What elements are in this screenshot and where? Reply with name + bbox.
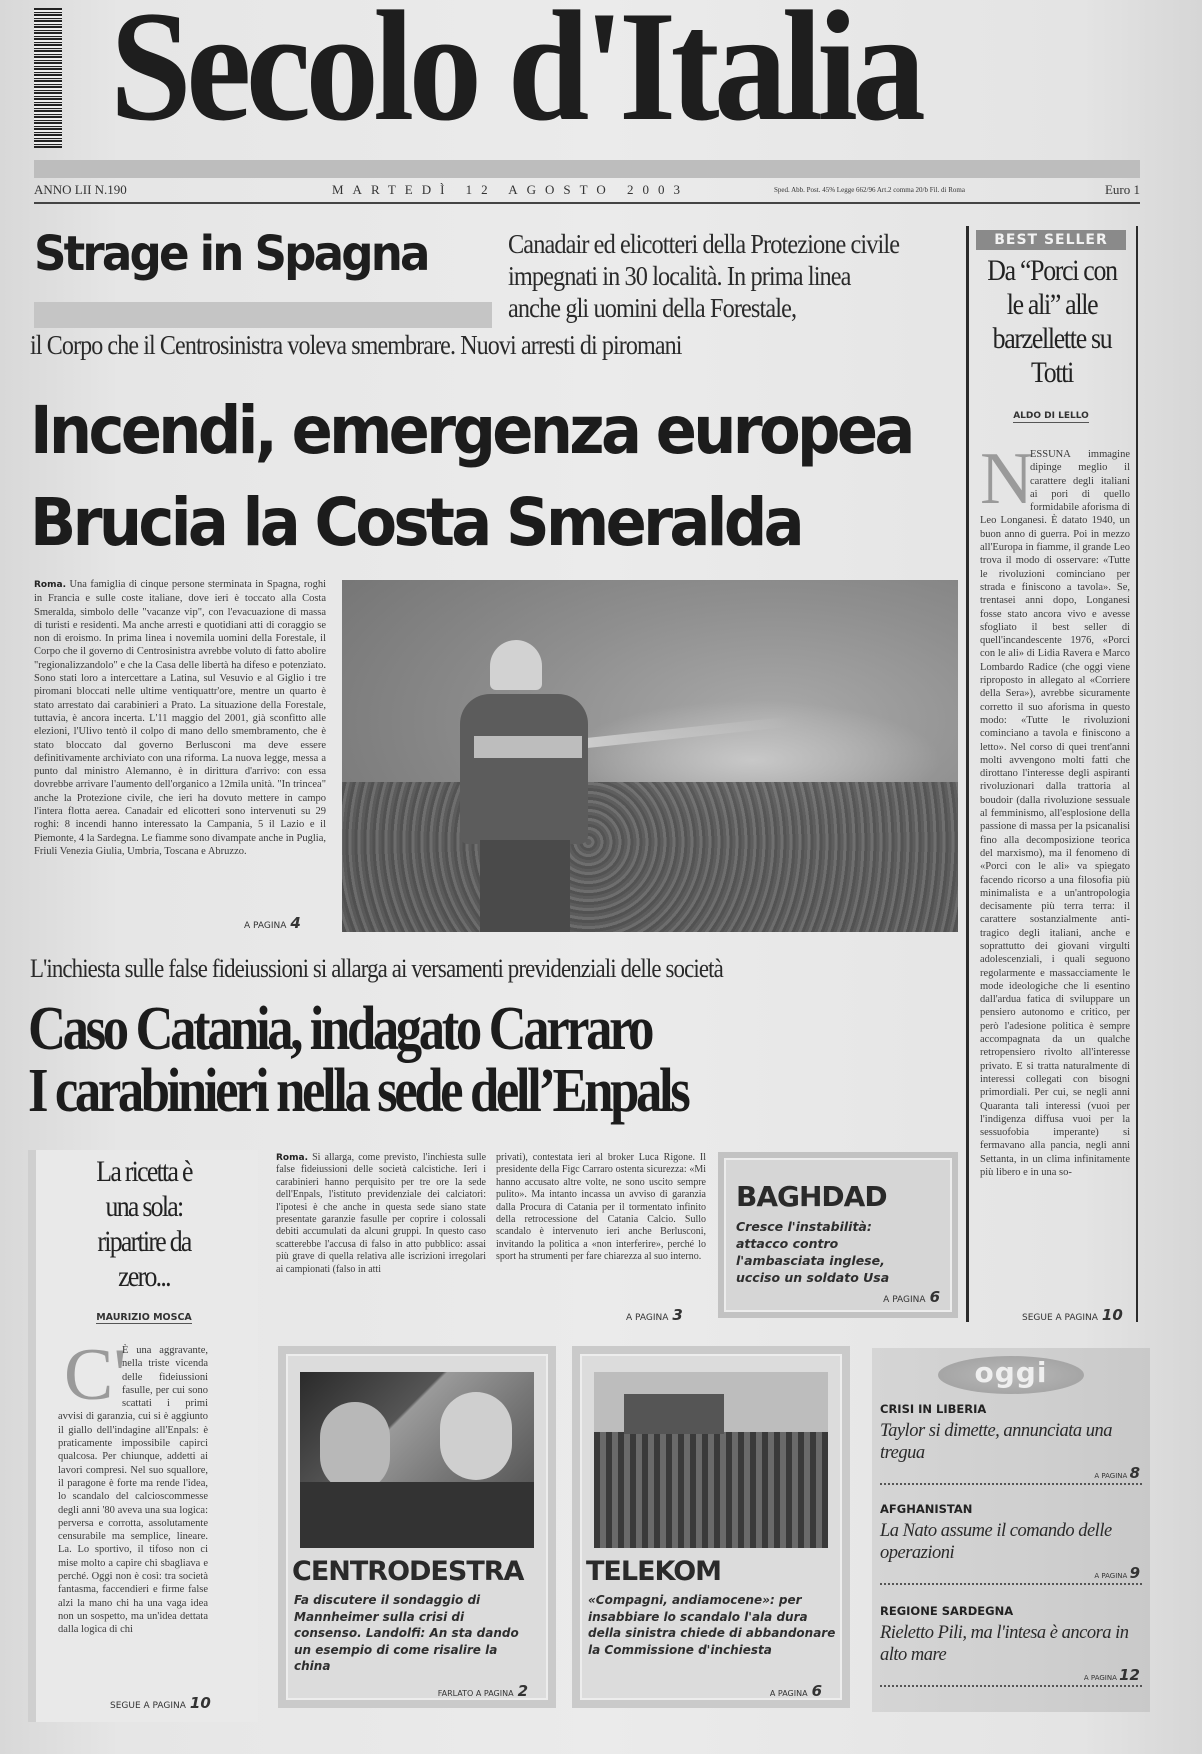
baghdad-head: BAGHDAD bbox=[736, 1180, 887, 1213]
telekom-head: TELEKOM bbox=[586, 1556, 722, 1587]
second-kicker: L'inchiesta sulle false fideiussioni si allarga ai versamenti previdenziali delle società bbox=[30, 954, 723, 983]
second-subheadline: I carabinieri nella sede dell’Enpals bbox=[28, 1057, 688, 1125]
firefighter-figure bbox=[460, 640, 588, 932]
dateline: Roma. bbox=[34, 580, 66, 590]
opinion-jump-link[interactable]: SEGUE A PAGINA 10 bbox=[110, 1694, 211, 1712]
masthead-rule bbox=[34, 202, 1140, 204]
firefighter-photo bbox=[342, 580, 958, 932]
centrodestra-sub: Fa discutere il sondaggio di Mannheimer sulla crisi di consenso. Landolfi: An sta dando un esempio di come risalire la china bbox=[294, 1593, 519, 1673]
postal-note: Sped. Abb. Post. 45% Legge 662/96 Art.2 comma 20/b Fil. di Roma bbox=[774, 186, 965, 194]
centrodestra-jump-link[interactable]: FARLATO A PAGINA 2 bbox=[437, 1682, 528, 1700]
sidebar-dropcap: N bbox=[980, 438, 1034, 520]
telekom-jump-link[interactable]: A PAGINA 6 bbox=[769, 1682, 822, 1700]
issue-price: Euro 1 bbox=[1104, 182, 1140, 197]
lead-body-text: Una famiglia di cinque persone sterminata in Spagna, roghi in Francia e sulle coste italiane, dove ieri è toccato alla Costa Smeralda, simbolo delle "vacanze vip", con l'evacuazione di massa di turisti e residenti. Ma anche arresti e quotidiani atti di coraggio se non di eroismo. In prima linea i novemila uomini della Forestale, il Corpo che il governo di Centrosinistra avrebbe voluto di fatto abolire "regionalizzandolo" e che la Casa delle libertà ha difeso e potenziato. Sono stati loro a intercettare a Latina, sul Vesuvio e al Giglio i tre piromani bloccati nelle ultime ventiquattr'ore, mentre un quarto è stato arrestato dai carabinieri a Prato. La situazione della Forestale, tuttavia, è ancora incerta. L'11 maggio del 2001, già sconfitto alle elezioni, l'Ulivo tentò il colpo di mano dello smembramento, che è stato bloccato dal governo Berlusconi ma deve essere definitivamente archiviato con una riforma. La nuova legge, messa a punto dal ministro Alemanno, è in dirittura d'arrivo: con essa dovrebbe arrivare l'aumento dell'organico a 12mila unità. "In trincea" anche la Protezione civile, che ieri ha dovuto mettere in campo l'intera flotta aerea. Canadair ed elicotteri sono intervenuti su 29 roghi: 8 incendi hanno interessato la Campania, 5 il Lazio e il Piemonte, 4 la Sardegna. Le fiamme sono divampate anche in Puglia, Friuli Venezia Giulia, Umbria, Toscana e Abruzzo. bbox=[34, 579, 327, 857]
lead-headline: Incendi, emergenza europea bbox=[30, 392, 912, 469]
opinion-byline: MAURIZIO MOSCA bbox=[96, 1312, 192, 1323]
oggi-item-liberia[interactable]: CRISI IN LIBERIA Taylor si dimette, annunciata una tregua A PAGINA 8 bbox=[880, 1402, 1142, 1485]
kicker-bar bbox=[34, 302, 492, 328]
opinion-title: La ricetta è una sola: ripartire da zero... bbox=[96, 1155, 192, 1293]
centrodestra-card[interactable] bbox=[278, 1346, 556, 1708]
masthead-info-line bbox=[34, 182, 1140, 200]
sidebar-body: ESSUNA immagine dipinge meglio il carattere degli italiani ai pori di quello formidabile aforisma di Leo Longanesi. È datato 1940, un buon anno di guerra. Poi in mezzo all'Europa in fiamme, il grande Leo trova il modo di osservare: «Tutte le rivoluzioni cominciano per strada e finiscono a tavola». Se, trentasei anni dopo, Longanesi fosse stato ancora vivo e avesse sfogliato il best seller di quell'incandescente 1976, «Porci con le ali» di Lidia Ravera e Marco Lombardo Radice (che oggi viene riproposto in allegato al «Corriere della Sera»), avrebbe sicuramente corretto il suo aforisma in questo modo: «Tutte le rivoluzioni cominciano a tavola e finiscono a letto». Nel corso di quei trent'anni molti avvengono molti fatti che dirottano l'interesse degli aspiranti rivoluzionari dalla trattoria al boudoir (dalla rivoluzione sessuale al femminismo, all'esplosione della passione di massa per la psicanalisi fino alla decomposizione teorica del marxismo), ma il fenomeno di «Porci con le ali» va spiegato facendo ricorso a una filosofia più minimalista e a un'antropologia decisamente più terra terra: il carattere sostanzialmente anti-tragico degli italiani, anche e soprattutto dei giovani virgulti adolescenziali, i quali seguono regolarmente e massacciamente le mode ideologiche che li esentino dall'ardua fatica di sviluppare un pensiero autonomo e critico, per però l'adesione politica è sempre accompagnata da un qualche retropensiero rivolto all'interesse privato. E si tratta naturalmente di interessi collegati con bisogni primordiali. Per cui, se negli anni Quaranta tali interessi (vuoi per l'indigenza diffusa vuoi per la sessuofobia imperante) si fermavano alla pancia, negli anni Settanta, in un clima infinitamente più libero e in una so- bbox=[980, 449, 1130, 1179]
opinion-dropcap: C' bbox=[64, 1334, 127, 1416]
lead-deck-continued: il Corpo che il Centrosinistra voleva smembrare. Nuovi arresti di piromani bbox=[30, 330, 682, 360]
second-body-col1: Roma. Si allarga, come previsto, l'inchiesta sulle false fideiussioni delle società calcistiche. Ieri i carabinieri hanno perquisito per tre ore la sede dell'Enpals, l'istituto previdenziale dei calciatori: l'ipotesi è che anche in questa sede siano state presentate garanzie fasulle per coprire i colossali debiti accumulati da alcuni gruppi. In questo caso scatterebbe l'accusa di falso in atto pubblico: assai più grave di quella relativa alle iscrizioni irregolari ai campionati (falso in atti bbox=[276, 1152, 487, 1275]
issue-date: MARTEDÌ 12 AGOSTO 2003 bbox=[332, 182, 689, 197]
telekom-sub: «Compagni, andiamocene»: per insabbiare lo scandalo l'ala dura della sinistra chiede di abbandonare la Commissione d'inchiesta bbox=[588, 1593, 836, 1657]
oggi-panel bbox=[872, 1348, 1150, 1712]
oggi-label: oggi bbox=[938, 1356, 1084, 1394]
lead-jump-link[interactable]: A PAGINA 4 bbox=[244, 914, 301, 932]
issue-number: ANNO LII N.190 bbox=[34, 182, 127, 197]
second-jump-link[interactable]: A PAGINA 3 bbox=[626, 1306, 683, 1324]
masthead-band bbox=[34, 160, 1140, 178]
oggi-item-sardegna[interactable]: REGIONE SARDEGNA Rieletto Pili, ma l'intesa è ancora in alto mare A PAGINA 12 bbox=[880, 1604, 1142, 1687]
baghdad-box[interactable] bbox=[718, 1152, 958, 1318]
masthead-title: Secolo d'Italia bbox=[110, 0, 921, 154]
oggi-item-afghanistan[interactable]: AFGHANISTAN La Nato assume il comando delle operazioni A PAGINA 9 bbox=[880, 1502, 1142, 1585]
sidebar-label: BEST SELLER bbox=[976, 230, 1126, 250]
barcode bbox=[34, 8, 62, 148]
lead-body bbox=[34, 578, 326, 858]
sidebar-byline: ALDO DI LELLO bbox=[1013, 411, 1089, 421]
politicians-photo bbox=[300, 1372, 534, 1548]
sidebar-title: Da “Porci con le ali” alle barzellette su Totti bbox=[987, 254, 1117, 389]
telekom-card[interactable] bbox=[572, 1346, 850, 1708]
sidebar-rule-left bbox=[966, 226, 969, 1322]
lead-deck: Canadair ed elicotteri della Protezione civile impegnati in 30 località. In prima linea anche gli uomini della Forestale, bbox=[508, 229, 900, 323]
second-body-col2: privati), contestata ieri al broker Luca Rigone. Il presidente della Figc Carraro ostenta sicurezza: «Mi hanno accusato altre volte, ne sono uscito sempre pulito». Ma intanto incassa un avviso di garanzia dalla Procura di Catania per il tormentato infinito della retrocessione del Catania Calcio. Sullo scandalo è intervenuto ieri anche Berlusconi, invitando la politica a «non interferire», perché lo sport ha strumenti per fare chiarezza al suo interno. bbox=[496, 1152, 706, 1263]
second-headline: Caso Catania, indagato Carraro bbox=[28, 995, 652, 1063]
baghdad-jump-link[interactable]: A PAGINA 6 bbox=[883, 1288, 940, 1306]
sidebar-rule-right bbox=[1136, 226, 1138, 1322]
sidebar-jump-link[interactable]: SEGUE A PAGINA 10 bbox=[1022, 1306, 1123, 1324]
lead-subheadline: Brucia la Costa Smeralda bbox=[30, 484, 801, 561]
baghdad-sub: Cresce l'instabilità: attacco contro l'ambasciata inglese, ucciso un soldato Usa bbox=[736, 1219, 890, 1285]
telekom-building-photo bbox=[594, 1372, 828, 1548]
centrodestra-head: CENTRODESTRA bbox=[292, 1556, 524, 1587]
opinion-body: È una aggravante, nella triste vicenda delle fideiussioni fasulle, per cui sono scattati i primi avvisi di garanzia, cui si è aggiunto il giallo dell'indagine all'Enpals: è praticamente impossibile capirci qualcosa. Per chiunque, addetti ai lavori compresi. Nel suo squallore, il paragone è forte ma rende l'idea, lo scandalo del calcioscommesse degli anni '80 aveva una sua logica: perversa e corrotta, assolutamente censurabile ma semplice, lineare. La. Lo sportivo, il tifoso non ci mise molto a capire chi sbagliava e perché. Oggi non è così: tra società fantasma, faccendieri e firme false alzi la mano chi ha una vaga idea non un sospetto, ma un'idea dettata dalla logica di chi bbox=[58, 1345, 208, 1636]
lead-kicker: Strage in Spagna bbox=[34, 226, 428, 282]
